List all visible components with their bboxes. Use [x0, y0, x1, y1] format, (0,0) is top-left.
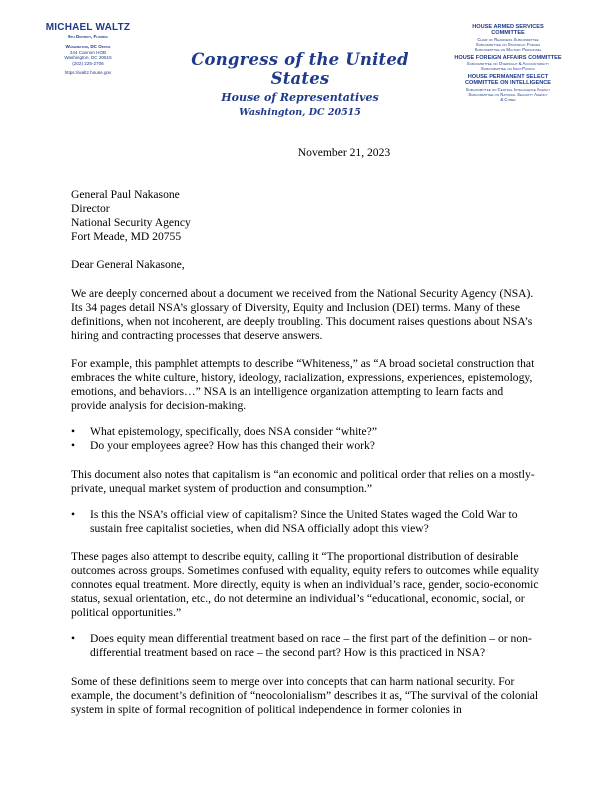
- recipient-address: [71, 188, 541, 244]
- recipient-line: Fort Meade, MD 20755: [71, 230, 182, 244]
- subcommittee-item: Subcommittee on Military Personnel: [474, 47, 542, 53]
- subcommittee-item: Subcommittee on National Security Agency: [468, 91, 548, 97]
- committee-assignments: [412, 24, 604, 102]
- paragraph: We are deeply concerned about a document we received from the National Security Agency (NSA). Its 34 pages detail NSA’s glossary of Diversity, Equity and Inclusion (DEI) terms. Many of these definitions, when not incoherent, are deeply troubling. This document raises questions about NSA’s hiring and contracting processes that deserve answers.: [71, 286, 534, 342]
- subcommittee-item: Subcommittee on Indo-Pacific: [481, 66, 535, 72]
- subcommittee-item: & Cyber: [500, 97, 516, 103]
- letter-date: November 21, 2023: [297, 146, 391, 159]
- sender-website-link[interactable]: https://waltz.house.gov: [64, 70, 112, 76]
- committee-title: COMMITTEE ON INTELLIGENCE: [464, 80, 552, 87]
- bullet-icon: •: [71, 507, 76, 521]
- committee-block: [412, 55, 604, 72]
- recipient-line: Director: [71, 202, 110, 216]
- subcommittee-item: Chair of Readiness Subcommittee: [477, 36, 539, 42]
- question-list: [71, 425, 541, 453]
- address-line: Washington, DC 20515: [64, 55, 112, 61]
- question-item: • Do your employees agree? How has this changed their work?: [71, 439, 375, 453]
- bullet-icon: •: [71, 439, 76, 453]
- question-list: [71, 632, 541, 660]
- bullet-icon: •: [71, 632, 76, 646]
- paragraph: These pages also attempt to describe equity, calling it “The proportional distribution of desirable outcomes across groups. Sometimes confused with equality, equity refers to outcomes while equality connotes equal treatment. More directly, equity is when an individual’s race, gender, socio-economic status, sexual orientation, etc., do not determine an individual’s “educational, economic, social, or political opportunities.”: [71, 549, 540, 620]
- committee-block: [412, 74, 604, 103]
- subcommittee-item: Subcommittee on Oversight & Accountability: [466, 61, 550, 67]
- recipient-line: General Paul Nakasone: [71, 188, 180, 202]
- question-item: • What epistemology, specifically, does NSA consider “white?”: [71, 425, 377, 439]
- committee-title: COMMITTEE: [491, 30, 525, 37]
- sender-office-address: [18, 44, 158, 66]
- masthead-chamber: House of Representatives: [221, 91, 379, 104]
- masthead-title: Congress of the United States: [191, 50, 409, 88]
- address-line: (202) 225-2706: [72, 60, 104, 66]
- office-label: Washington, DC Office: [65, 44, 111, 49]
- committee-title: HOUSE ARMED SERVICES: [472, 24, 544, 30]
- committee-title: HOUSE PERMANENT SELECT: [467, 73, 549, 80]
- sender-letterhead: [18, 22, 158, 75]
- paragraph: This document also notes that capitalism is “an economic and political order that relies on a mostly-private, unequal market system of production and consumption.”: [71, 467, 535, 495]
- sender-district: 6th District, Florida: [68, 34, 108, 39]
- question-item: • Does equity mean differential treatment based on race – the first part of the definition – or non-differential treatment based on race – the second part? How is this practiced in NSA?: [71, 632, 532, 660]
- recipient-line: National Security Agency: [71, 216, 191, 230]
- address-line: 244 Cannon HOB: [69, 49, 107, 55]
- subcommittee-item: Subcommittee on Strategic Forces: [475, 42, 541, 48]
- letter-body: [71, 146, 541, 717]
- salutation: Dear General Nakasone,: [71, 258, 185, 272]
- paragraph: For example, this pamphlet attempts to describe “Whiteness,” as “A broad societal construction that embraces the white culture, history, ideology, racialization, expressions, experiences, epistemology, emotions, and behaviors…” NSA is an intelligence organization attempting to learn facts and provide analysis for decision-making.: [71, 356, 535, 413]
- committee-block: [412, 24, 604, 53]
- committee-title: HOUSE FOREIGN AFFAIRS COMMITTEE: [454, 54, 562, 61]
- sender-name: MICHAEL WALTZ: [45, 22, 131, 33]
- question-list: [71, 508, 541, 536]
- masthead-location: Washington, DC 20515: [239, 107, 361, 118]
- question-item: • Is this the NSA’s official view of capitalism? Since the United States waged the Cold War to sustain free capitalist societies, when did NSA officially adopt this view?: [71, 507, 518, 535]
- congress-masthead: [180, 50, 420, 118]
- paragraph: Some of these definitions seem to merge over into concepts that can harm national security. For example, the document’s definition of “neocolonialism” describes it as, “The survival of the colonial system in spite of formal recognition of political independence in former colonies in: [71, 674, 539, 716]
- subcommittee-item: Subcommittee on Central Intelligence Agency: [465, 86, 551, 92]
- bullet-icon: •: [71, 425, 76, 439]
